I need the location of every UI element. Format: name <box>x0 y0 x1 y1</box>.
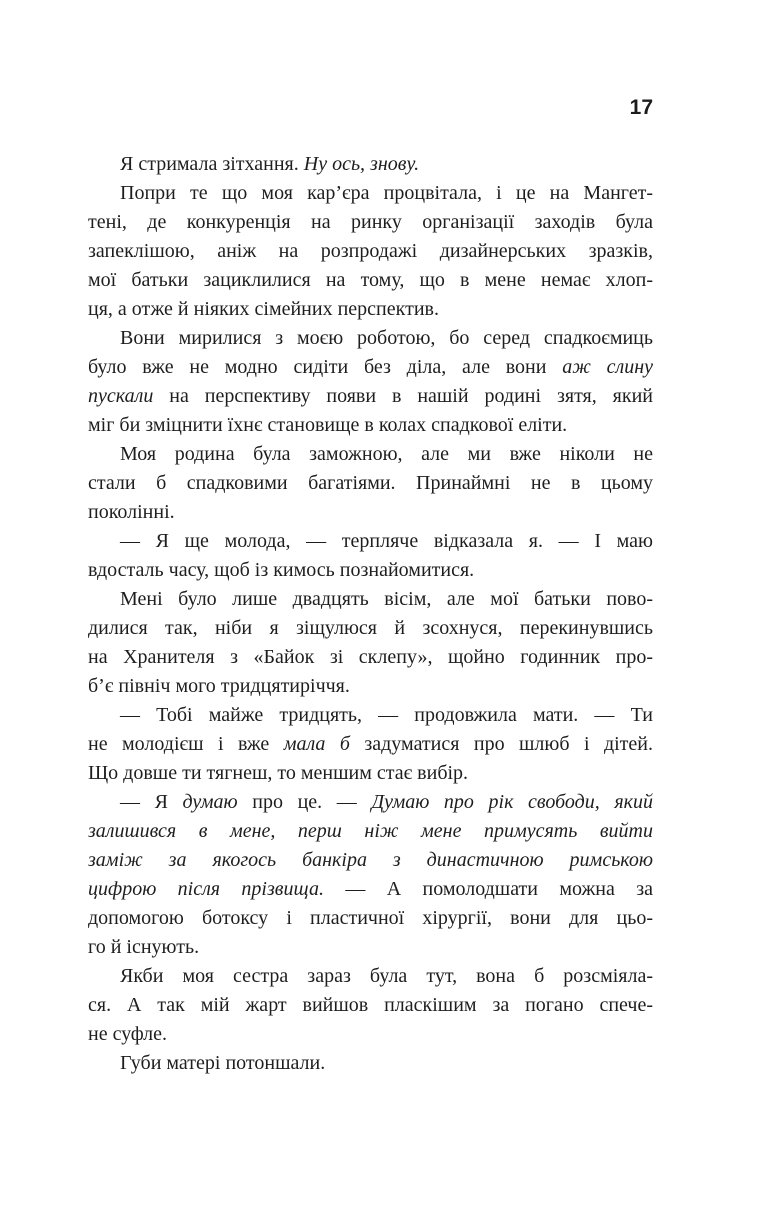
text-run: дилися так, ніби я зіщулюся й зсохнуся, перекинувшись <box>88 617 653 639</box>
text-line <box>88 614 653 643</box>
text-run: задуматися про шлюб і дітей. <box>349 733 653 755</box>
text-line <box>88 672 653 701</box>
text-run: про це. — <box>237 791 372 813</box>
text-run: — Я ще молода, — терпляче відказала я. — І маю <box>120 530 653 552</box>
text-line <box>88 411 653 440</box>
text-line <box>88 150 653 179</box>
text-line <box>88 759 653 788</box>
text-line <box>88 933 653 962</box>
text-line <box>88 353 653 382</box>
text-run: поколінні. <box>88 501 175 523</box>
text-line <box>88 991 653 1020</box>
text-run: цифрою після прізвища. <box>88 878 325 900</box>
text-run: мала б <box>283 733 350 755</box>
text-run: міг би зміцнити їхнє становище в колах спадкової еліти. <box>88 414 568 436</box>
body-text <box>88 150 653 1078</box>
text-run: Ну ось, знову. <box>303 153 420 175</box>
text-line <box>88 1049 653 1078</box>
text-run: ся. А так мій жарт вийшов пласкішим за погано спече- <box>88 994 653 1016</box>
text-run: Моя родина була заможною, але ми вже ніколи не <box>120 443 653 465</box>
text-run: Думаю про рік свободи, який <box>371 791 653 813</box>
text-line <box>88 527 653 556</box>
text-line <box>88 875 653 904</box>
text-run: вдосталь часу, щоб із кимось познайомитися. <box>88 559 475 581</box>
text-run: заміж за якогось банкіра з династичною римською <box>88 849 653 871</box>
text-line <box>88 498 653 527</box>
text-line <box>88 440 653 469</box>
text-line <box>88 817 653 846</box>
text-run: — Тобі майже тридцять, — продовжила мати. — Ти <box>120 704 653 726</box>
text-line <box>88 556 653 585</box>
text-run: залишився в мене, перш ніж мене примусять вийти <box>88 820 653 842</box>
text-line <box>88 788 653 817</box>
text-run: Якби моя сестра зараз була тут, вона б розсміяла- <box>120 965 653 987</box>
text-run: на Хранителя з «Байок зі склепу», щойно годинник про- <box>88 646 653 668</box>
text-line <box>88 701 653 730</box>
text-run: Губи матері потоншали. <box>120 1052 326 1074</box>
text-run: було вже не модно сидіти без діла, але вони <box>88 356 563 378</box>
text-run: допомогою ботоксу і пластичної хірургії, вони для цьо- <box>88 907 653 929</box>
text-run: Вони мирилися з моєю роботою, бо серед спадкоємиць <box>120 327 653 349</box>
text-run: Я стримала зітхання. <box>120 153 304 175</box>
text-run: Мені було лише двадцять вісім, але мої батьки пово- <box>120 588 653 610</box>
text-run: запеклішою, аніж на розпродажі дизайнерських зразків, <box>88 240 653 262</box>
text-line <box>88 846 653 875</box>
text-line <box>88 266 653 295</box>
text-run: пускали <box>88 385 154 407</box>
text-line <box>88 643 653 672</box>
text-run: стали б спадковими багатіями. Принаймні не в цьому <box>88 472 653 494</box>
text-run: — Я <box>120 791 183 813</box>
text-line <box>88 904 653 933</box>
text-line <box>88 208 653 237</box>
text-line <box>88 585 653 614</box>
text-run: Що довше ти тягнеш, то меншим стає вибір. <box>88 762 469 784</box>
text-line <box>88 469 653 498</box>
text-run: мої батьки зациклилися на тому, що в мене немає хлоп- <box>88 269 653 291</box>
text-run: б’є північ мого тридцятиріччя. <box>88 675 350 697</box>
text-run: тені, де конкуренція на ринку організації заходів була <box>88 211 653 233</box>
text-line <box>88 730 653 759</box>
text-line <box>88 179 653 208</box>
page-number: 17 <box>629 96 653 119</box>
text-line <box>88 295 653 324</box>
text-run: ця, а отже й ніяких сімейних перспектив. <box>88 298 439 320</box>
text-run: Попри те що моя кар’єра процвітала, і це на Мангет- <box>120 182 653 204</box>
text-run: го й існують. <box>88 936 200 958</box>
text-run: думаю <box>182 791 238 813</box>
text-line <box>88 237 653 266</box>
text-line <box>88 324 653 353</box>
text-run: — А помолодшати можна за <box>324 878 653 900</box>
text-run: не молодієш і вже <box>88 733 284 755</box>
text-line <box>88 1020 653 1049</box>
text-line <box>88 382 653 411</box>
text-run: не суфле. <box>88 1023 168 1045</box>
text-run: на перспективу появи в нашій родині зятя, який <box>153 385 653 407</box>
text-run: аж слину <box>562 356 653 378</box>
text-line <box>88 962 653 991</box>
